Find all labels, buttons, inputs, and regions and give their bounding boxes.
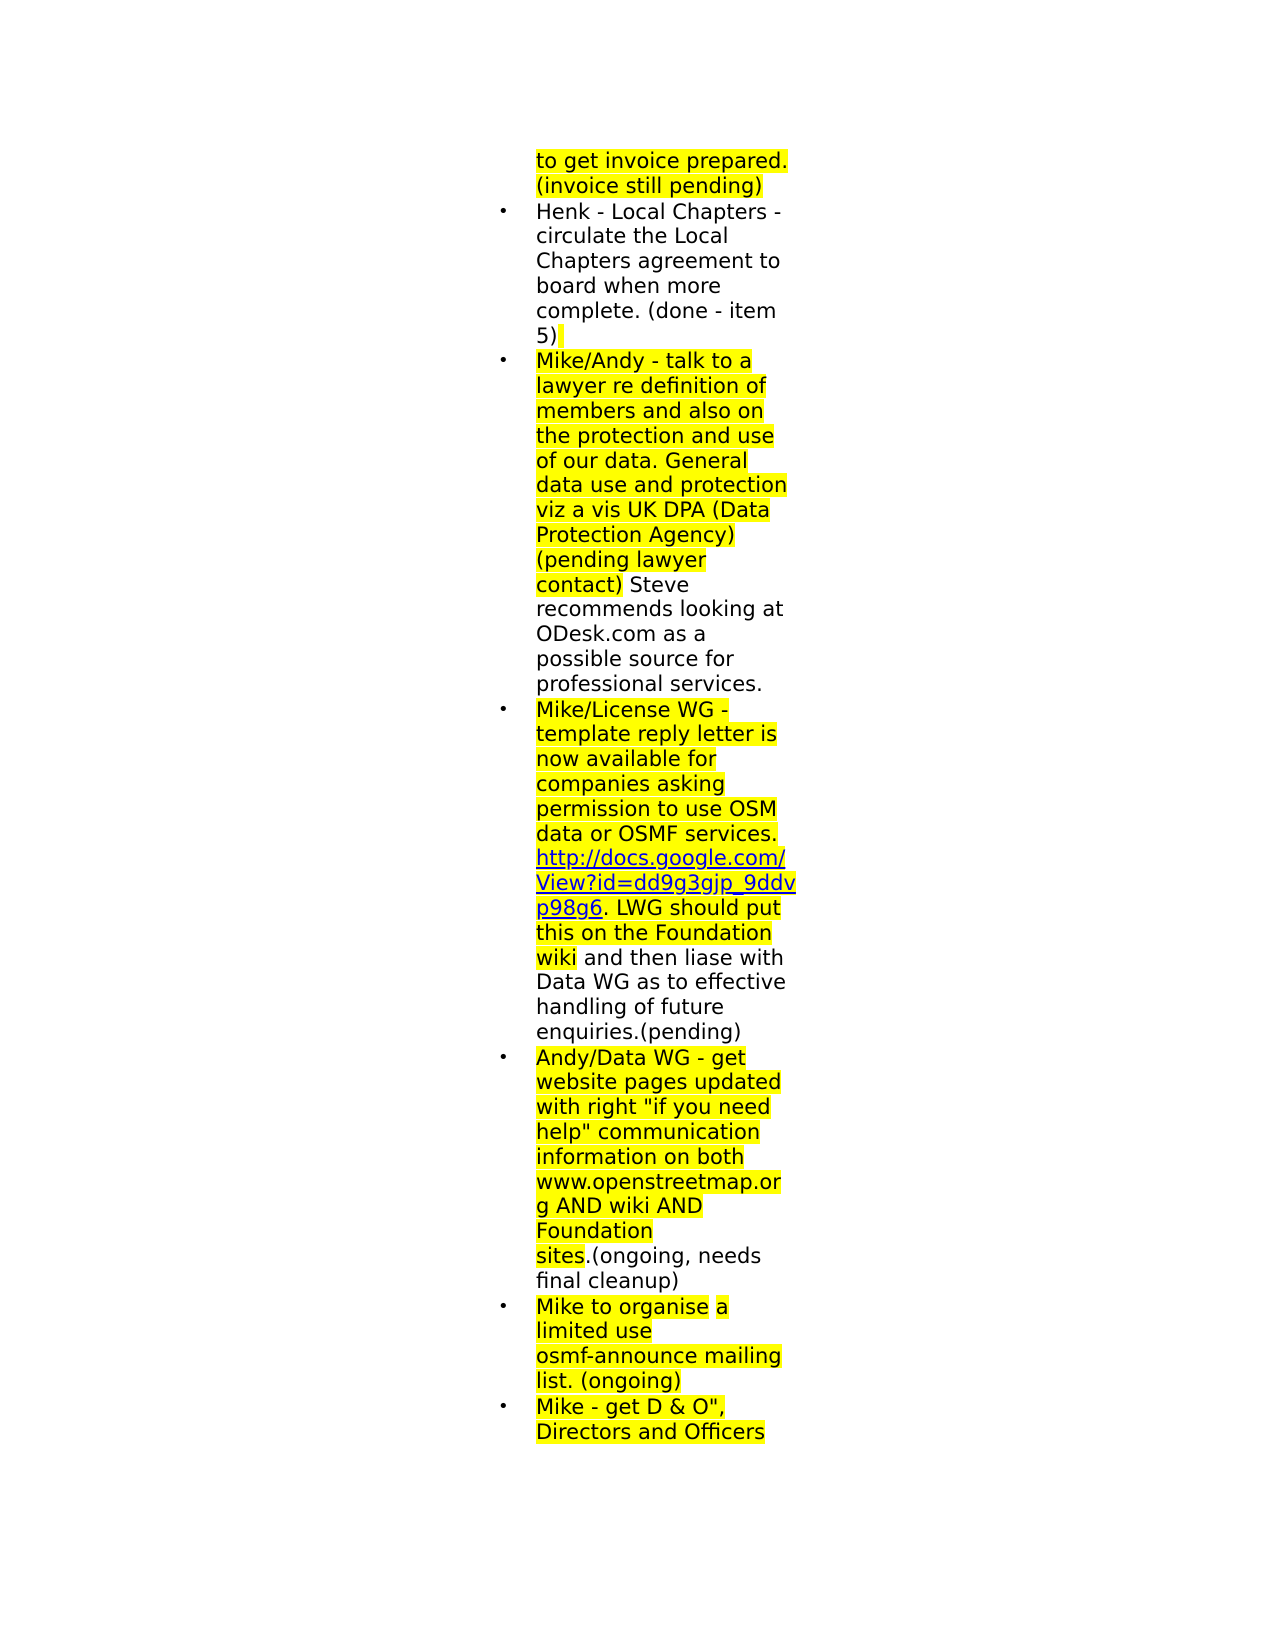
text-line: limited use: [536, 1319, 653, 1344]
text-line: ODesk.com as a: [536, 622, 707, 647]
text-line: (invoice still pending): [536, 173, 763, 198]
text-line: www.openstreetmap.or: [536, 1169, 781, 1194]
bullet-icon: •: [498, 1395, 509, 1417]
text-line: osmf-announce mailing: [536, 1344, 782, 1369]
list-item-website-pages: [498, 1045, 798, 1294]
text-line: lawyer re definition of: [536, 374, 767, 399]
text-line: Data WG as to effective: [536, 970, 787, 995]
text-line: to get invoice prepared.: [536, 149, 789, 173]
text-line: now available for: [536, 747, 717, 772]
text-line: 5): [536, 323, 558, 348]
text-line: (pending lawyer: [536, 547, 707, 572]
text-line: .(ongoing, needs: [584, 1244, 762, 1269]
text-line: data use and protection: [536, 473, 788, 498]
text-line: enquiries.(pending): [536, 1019, 742, 1044]
bullet-icon: •: [498, 1295, 509, 1317]
text-space: [709, 1295, 716, 1319]
text-line: recommends looking at: [536, 597, 784, 622]
text-line: the protection and use: [536, 423, 775, 448]
list-item-continuation: [536, 149, 798, 199]
action-items-column: [498, 149, 798, 1445]
google-docs-link[interactable]: http://docs.google.com/: [536, 846, 786, 871]
text-line: Chapters agreement to: [536, 249, 781, 274]
text-line: members and also on: [536, 398, 764, 423]
text-line: help" communication: [536, 1120, 761, 1145]
bullet-icon: •: [498, 200, 509, 222]
bullet-icon: •: [498, 350, 509, 372]
text-line: template reply letter is: [536, 722, 778, 747]
text-line: data or OSMF services.: [536, 821, 778, 846]
text-line: g AND wiki AND: [536, 1194, 703, 1219]
text-line: a: [715, 1294, 729, 1319]
text-line: permission to use OSM: [536, 796, 777, 821]
text-line: list. (ongoing): [536, 1369, 682, 1394]
text-line: board when more: [536, 273, 722, 298]
text-line: of our data. General: [536, 448, 748, 473]
text-line: . LWG should put: [602, 895, 781, 920]
list-item-henk-local-chapters: [498, 199, 798, 349]
text-line: information on both: [536, 1144, 745, 1169]
text-line: Henk - Local Chapters -: [536, 199, 782, 224]
google-docs-link[interactable]: View?id=dd9g3gjp_9ddv: [536, 871, 796, 896]
text-line: Mike/Andy - talk to a: [536, 349, 753, 374]
text-line: with right "if you need: [536, 1095, 771, 1120]
list-item-directors-officers: [498, 1394, 798, 1445]
text-line: Andy/Data WG - get: [536, 1045, 746, 1070]
text-line: handling of future: [536, 995, 725, 1020]
text-line: and then liase with: [577, 945, 784, 970]
google-docs-link[interactable]: p98g6: [536, 895, 603, 920]
list-item-mailing-list: [498, 1294, 798, 1394]
text-line: Mike - get D & O",: [536, 1394, 726, 1419]
text-line: Steve: [622, 572, 690, 597]
text-line: viz a vis UK DPA (Data: [536, 498, 771, 523]
bullet-icon: •: [498, 698, 509, 720]
list-item-license-wg-template: [498, 697, 798, 1045]
text-line: companies asking: [536, 771, 726, 796]
text-line: this on the Foundation: [536, 920, 773, 945]
text-line: sites: [536, 1244, 585, 1269]
text-line: possible source for: [536, 646, 734, 671]
text-line: Mike/License WG -: [536, 697, 729, 722]
text-line: wiki: [536, 945, 578, 970]
text-line: website pages updated: [536, 1070, 782, 1095]
text-line: complete. (done - item: [536, 298, 777, 323]
bullet-icon: •: [498, 1046, 509, 1068]
text-line: professional services.: [536, 671, 763, 696]
text-line: Protection Agency): [536, 522, 736, 547]
text-line: Mike to organise: [536, 1294, 710, 1319]
text-line: final cleanup): [536, 1268, 680, 1293]
text-line: Directors and Officers: [536, 1419, 766, 1444]
text-line: circulate the Local: [536, 224, 729, 249]
list-item-lawyer-data-protection: [498, 349, 798, 696]
text-line: Foundation: [536, 1219, 654, 1244]
text-line: contact): [536, 572, 623, 597]
